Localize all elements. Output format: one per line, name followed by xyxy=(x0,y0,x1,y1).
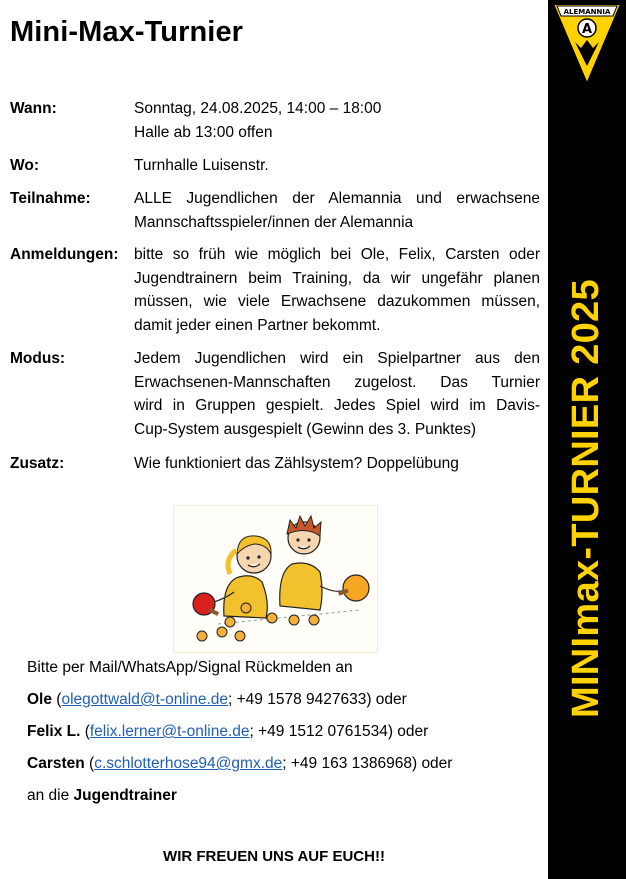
page-title: Mini-Max-Turnier xyxy=(10,16,244,48)
email-link-ole[interactable]: olegottwald@t-online.de xyxy=(61,691,228,708)
info-value xyxy=(134,97,540,144)
contact-open: ( xyxy=(80,723,90,740)
contact-intro: Bitte per Mail/WhatsApp/Signal Rückmelden an xyxy=(27,659,353,676)
logo-text: ALEMANNIA xyxy=(563,8,611,16)
info-line: wird in Gruppen gespielt. Jedes Spiel wird im Davis- xyxy=(134,397,540,414)
contact-name: Carsten xyxy=(27,755,85,772)
vertical-banner-title: MINImax-TURNIER 2025 xyxy=(565,279,607,718)
info-line: Jugendtrainern beim Training, da wir ungefähr planen xyxy=(134,269,540,287)
info-value xyxy=(134,452,540,476)
info-value xyxy=(134,243,540,337)
kids-drawing xyxy=(174,506,377,652)
contact-open: ( xyxy=(84,755,95,772)
contact-open: ( xyxy=(51,691,62,708)
info-line: Erwachsenen-Mannschaften zugelost. Das Turnier xyxy=(134,373,540,391)
info-line: Cup-System ausgespielt (Gewinn des 3. Punktes) xyxy=(134,420,477,438)
info-label: Teilnahme: xyxy=(10,190,91,207)
logo-letter: A xyxy=(581,22,593,37)
club-crest-icon xyxy=(551,2,623,86)
info-label: Zusatz: xyxy=(10,455,65,472)
contact-carsten xyxy=(27,753,452,775)
email-link-carsten[interactable]: c.schlotterhose94@gmx.de xyxy=(94,755,283,772)
info-line: Mannschaftsspieler/innen der Alemannia xyxy=(134,213,414,231)
table-tennis-kids-illustration xyxy=(173,505,378,653)
info-value xyxy=(134,187,540,234)
contact-trainer xyxy=(27,785,177,807)
info-line: ALLE Jugendlichen der Alemannia und erwachsene xyxy=(134,190,540,207)
trainer-label: Jugendtrainer xyxy=(73,787,177,804)
contact-ole xyxy=(27,689,407,711)
contact-phone: ; +49 163 1386968) oder xyxy=(282,755,453,772)
contact-phone: ; +49 1512 0761534) oder xyxy=(249,723,429,740)
info-line: Jedem Jugendlichen wird ein Spielpartner aus den xyxy=(134,350,540,367)
info-line: Wie funktioniert das Zählsystem? Doppelübung xyxy=(134,455,459,472)
info-value xyxy=(134,154,540,178)
email-link-felix[interactable]: felix.lerner@t-online.de xyxy=(89,723,250,740)
info-line: müssen, wie viele Erwachsene dazukommen müssen, xyxy=(134,293,540,310)
info-line: Sonntag, 24.08.2025, 14:00 – 18:00 xyxy=(134,100,382,117)
alemannia-logo xyxy=(551,2,623,86)
contact-phone: ; +49 1578 9427633) oder xyxy=(228,691,407,708)
info-line: Halle ab 13:00 offen xyxy=(134,123,273,141)
info-label: Wo: xyxy=(10,157,39,174)
info-line: bitte so früh wie möglich bei Ole, Felix, Carsten oder xyxy=(134,246,540,263)
info-label: Wann: xyxy=(10,100,57,117)
info-line: damit jeder einen Partner bekommt. xyxy=(134,316,381,334)
contact-name: Ole xyxy=(27,691,52,708)
info-label: Anmeldungen: xyxy=(10,246,119,263)
info-line: Turnhalle Luisenstr. xyxy=(134,157,269,174)
contact-name: Felix L. xyxy=(27,723,81,740)
closing-message: WIR FREUEN UNS AUF EUCH!! xyxy=(163,848,385,865)
info-label: Modus: xyxy=(10,350,66,367)
contact-felix xyxy=(27,721,428,743)
info-value xyxy=(134,347,540,441)
trainer-prefix: an die xyxy=(27,787,74,804)
